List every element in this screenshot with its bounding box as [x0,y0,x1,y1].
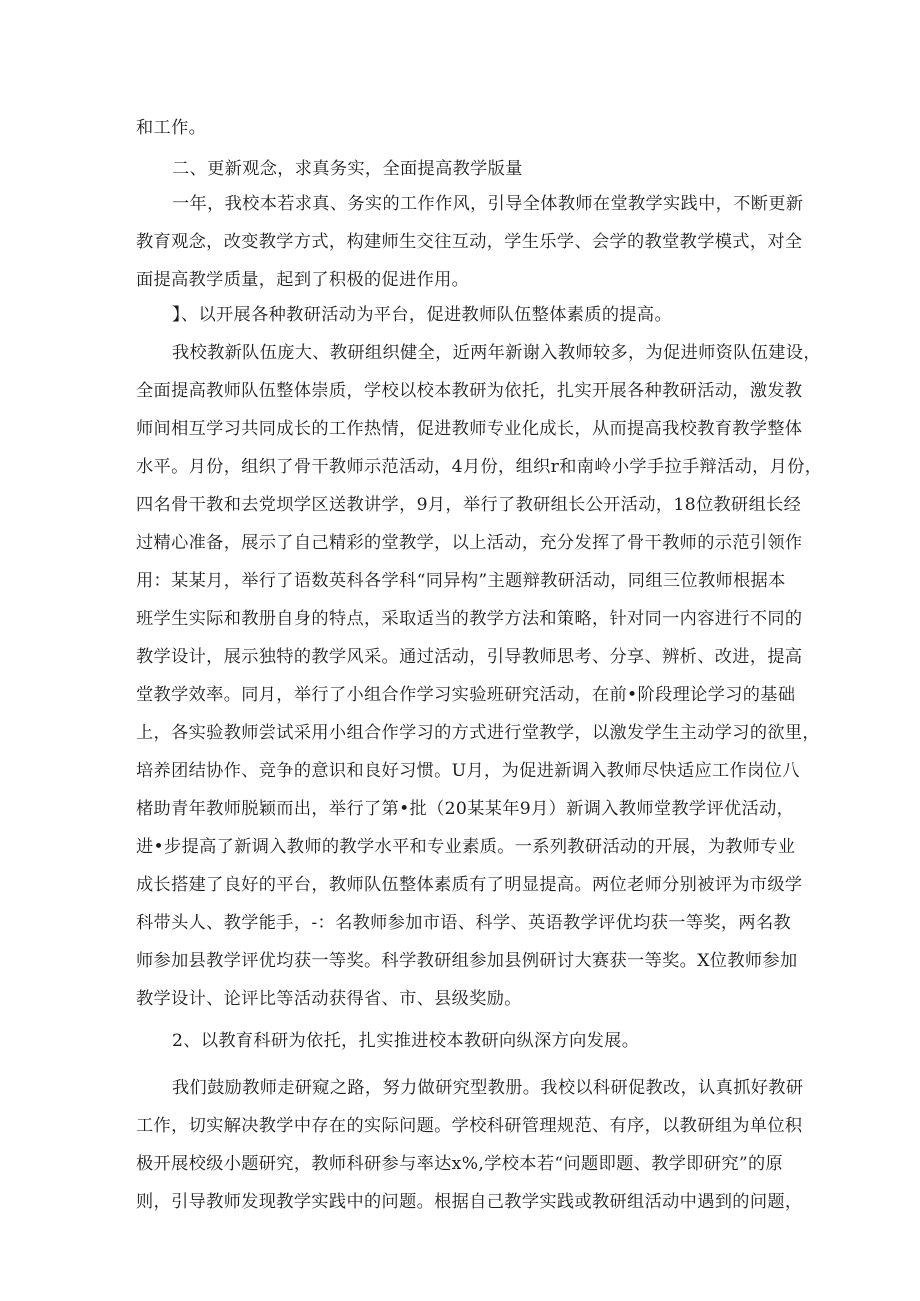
text-line: 则，引导教师发现教学实践中的问题。根据自己教学实践或教研组活动中遇到的问题， [136,1192,803,1212]
text-line: 堂教学效率。同月，举行了小组合作学习实验班研究活动，在前•阶段理论学习的基础 [136,685,796,705]
text-line: 上，各实验教师尝试采用小组合作学习的方式进行堂教学，以激发学生主动学习的欲里， [136,723,820,743]
text-line: 楮助青年教师脱颖而出，举行了第•批（20某某年9月）新调入教师堂教学评优活动， [136,799,795,819]
text-line: 教育观念，改变教学方式，构建师生交往互动，学生乐学、会学的教堂教学模式，对全 [136,232,803,252]
text-line: 水平。月份，组织了骨干教师示范活动，4月份，组织r和南岭小学手拉手辩活动，月份， [136,457,823,477]
text-line: 工作，切实解决教学中存在的实际问题。学校科研管理规范、有序，以教研组为单位积 [136,1116,803,1136]
text-line: 一年，我校本若求真、务实的工作作风，引导全体教师在堂教学实践中，不断更新 [172,194,804,214]
text-line: 全面提高教师队伍整体崇质，学校以校本教研为依托，扎实开展各种教研活动，激发教 [136,381,803,401]
text-line: 我校教新队伍庞大、教研组织健全，近两年新谢入教师较多，为促进师资队伍建设， [172,343,821,363]
text-line: 面提高教学质量，起到了积极的促进作用。 [136,270,470,290]
text-line: 教学设计，展示独特的教学风采。通过活动，引导教师思考、分享、辨析、改进，提高 [136,647,803,667]
text-line: 进•步提高了新调入教师的教学水平和专业素质。一系列教研活动的开展，为教师专业 [136,837,796,857]
text-line: 师参加县教学评优均获一等奖。科学教研组参加县例研讨大赛获一等奖。X位教师参加 [136,951,798,971]
text-line: 我们鼓励教师走研窥之路，努力做研究型教册。我校以科研促教改，认真抓好教研 [172,1078,804,1098]
text-line: 班学生实际和教册自身的特点，采取适当的教学方法和策略，针对同一内容进行不同的 [136,609,803,629]
subsection-heading: 2、以教育科研为依托，扎实推进校本教研向纵深方向发展。 [172,1031,640,1051]
subsection-heading: 】、以开展各种教研活动为平台，促进教师队伍整体素质的提高。 [172,305,672,325]
text-line: 成长搭建了良好的平台，教师队伍整体素质有了明显提高。两位老师分别被评为市级学 [136,875,803,895]
text-line: 教学设计、论评比等活动获得省、市、县级奖励。 [136,989,522,1009]
text-line: 培养团结协作、竞争的意识和良好习惯。U月，为促进新调入教师尽快适应工作岗位八 [136,761,800,781]
text-line: 科带头人、教学能手，-：名教师参加市语、科学、英语教学评优均获一等奖，两名教 [136,913,792,933]
text-line: 师间相互学习共同成长的工作热情，促进教师专业化成长，从而提高我校教育教学整体 [136,419,803,439]
text-line: 和工作。 [136,118,207,138]
text-line: 用：某某月，举行了语数英科各学科“同异构”主题辩教研活动，同组三位教师根据本 [136,571,786,591]
text-line: 四名骨干教和去党坝学区送教讲学，9月，举行了教研组长公开活动，18位教研组长经 [136,495,802,515]
text-line: 过精心准备，展示了自己精彩的堂教学，以上活动，充分发挥了骨干教师的示范引领作 [136,533,803,553]
text-line: 极开展校级小题研究，教师科研参与率达x%,学校本若“问题即题、教学即研究”的原 [136,1154,784,1174]
section-heading: 二、更新观念，求真务实，全面提高教学版量 [172,159,523,179]
